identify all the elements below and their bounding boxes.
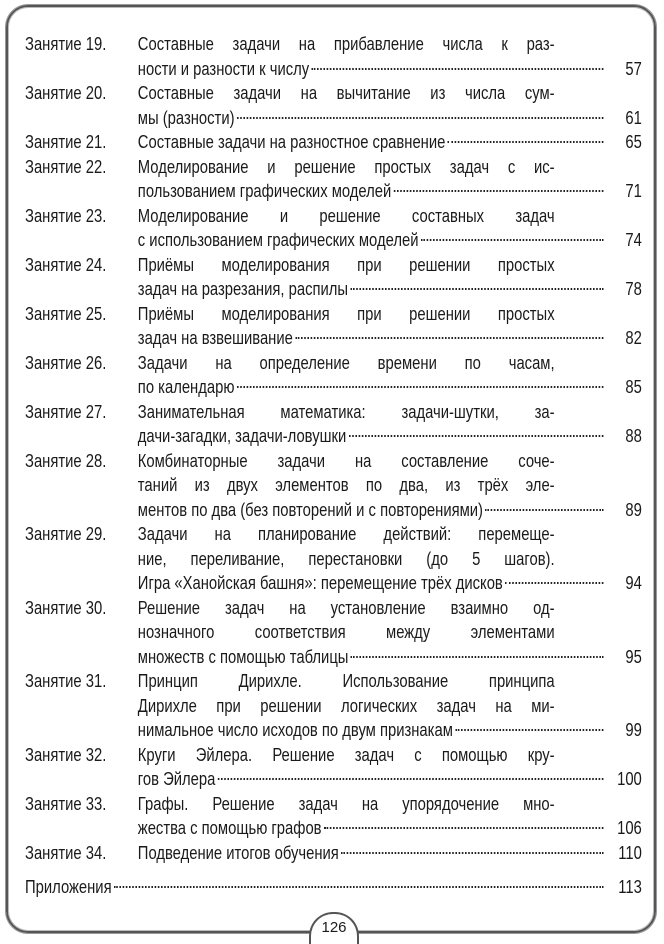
toc-entry[interactable] [25, 204, 642, 253]
toc-entry[interactable] [25, 130, 642, 155]
title-last-line [138, 571, 642, 596]
entry-label: Занятие 28. [25, 449, 107, 471]
toc-entry[interactable] [25, 522, 642, 596]
title-last-line [138, 498, 642, 523]
page-ref: 94 [625, 572, 642, 593]
title-last-line [138, 375, 642, 400]
title-line: Моделирование и решение простых задач с ис- [137, 155, 555, 177]
toc-entry-appendix[interactable] [25, 875, 642, 900]
title-last-line [138, 816, 642, 841]
page-ref: 99 [625, 719, 642, 740]
dot-leader [350, 288, 603, 290]
dot-leader [324, 827, 603, 829]
title-line: задач на взвешивание [137, 327, 293, 348]
title-last-line [138, 718, 642, 743]
page-ref: 100 [617, 768, 642, 789]
title-last-line [138, 767, 642, 792]
entry-title [138, 302, 642, 351]
entry-title [138, 81, 642, 130]
title-line: Дирихле при решении логических задач на ми- [137, 694, 555, 716]
entry-title [138, 204, 642, 253]
title-line: Решение задач на установление взаимно од- [137, 596, 555, 618]
toc-entry[interactable] [25, 743, 642, 792]
title-line: Задачи на планирование действий: перемеще- [137, 523, 555, 544]
entry-title [138, 155, 642, 204]
toc-entry[interactable] [25, 302, 642, 351]
page-ref: 106 [617, 817, 642, 838]
title-line: Подведение итогов обучения [137, 841, 339, 863]
entry-label: Занятие 27. [25, 400, 107, 422]
dot-leader [349, 435, 604, 437]
dot-leader [237, 117, 603, 119]
dot-leader [485, 509, 603, 511]
entry-label: Занятие 24. [25, 253, 107, 275]
title-line: Составные задачи на прибавление числа к раз- [137, 33, 555, 54]
entry-title [138, 449, 642, 523]
title-line: жества с помощью графов [137, 817, 322, 838]
dot-leader [455, 729, 603, 731]
title-line: Принцип Дирихле. Использование принципа [137, 670, 555, 691]
dot-leader [394, 190, 604, 192]
title-line: с использованием графических моделей [137, 229, 419, 250]
page-number: 126 [309, 912, 359, 944]
title-line: гов Эйлера [137, 768, 216, 789]
entry-label: Занятие 31. [25, 670, 107, 691]
entry-label: Занятие 29. [25, 523, 107, 544]
title-line: пользованием графических моделей [137, 180, 392, 201]
entry-label: Занятие 34. [25, 841, 107, 863]
title-last-line [138, 326, 642, 351]
dot-leader [341, 852, 603, 854]
title-line: задач на разрезания, распилы [137, 278, 349, 299]
title-line: Приёмы моделирования при решении простых [137, 302, 555, 324]
entry-title [138, 743, 642, 792]
dot-leader [421, 239, 604, 241]
page-ref: 89 [625, 498, 642, 520]
entry-title [138, 522, 642, 596]
title-line: Приёмы моделирования при решении простых [137, 253, 555, 275]
title-line: по календарю [137, 376, 235, 397]
page-ref: 110 [618, 841, 642, 863]
page-ref: 61 [625, 106, 642, 128]
title-line: Комбинаторные задачи на составление соче- [137, 449, 555, 471]
title-line: ние, переливание, перестановки (до 5 шагов). [137, 547, 555, 569]
title-last-line [138, 228, 642, 253]
title-line: Моделирование и решение составных задач [137, 204, 555, 226]
title-last-line [138, 277, 642, 302]
title-line: множеств с помощью таблицы [137, 645, 349, 667]
page-ref: 57 [625, 57, 642, 79]
table-of-contents [25, 32, 642, 900]
entry-label: Занятие 22. [25, 155, 107, 177]
page-ref: 71 [625, 180, 642, 201]
entry-title [138, 351, 642, 400]
title-line: нозначного соответствия между элементами [137, 621, 555, 642]
title-line: таний из двух элементов по два, из трёх эле- [137, 474, 555, 495]
title-line: Занимательная математика: задачи-шутки, за- [137, 400, 555, 422]
entry-title [138, 130, 642, 155]
page-ref: 78 [625, 278, 642, 299]
title-line: ности и разности к числу [137, 57, 310, 79]
entry-label: Занятие 33. [25, 792, 107, 814]
title-line: Графы. Решение задач на упорядочение мно- [137, 792, 555, 814]
title-line: Игра «Ханойская башня»: перемещение трёх дисков [137, 572, 503, 593]
dot-leader [237, 386, 604, 388]
dot-leader [505, 582, 603, 584]
page-ref: 113 [618, 876, 642, 897]
entry-title [138, 669, 642, 743]
entry-label: Занятие 32. [25, 743, 107, 765]
dot-leader [351, 656, 604, 658]
entry-label: Занятие 19. [25, 33, 107, 54]
toc-entry[interactable] [25, 669, 642, 743]
title-last-line [138, 106, 642, 131]
toc-entry[interactable] [25, 32, 642, 81]
page-ref: 95 [625, 645, 642, 667]
title-line: дачи-загадки, задачи-ловушки [137, 425, 347, 446]
page-ref: 85 [625, 376, 642, 397]
toc-entry[interactable] [25, 449, 642, 523]
title-last-line [138, 179, 642, 204]
entry-label: Занятие 20. [25, 82, 107, 103]
toc-entry[interactable] [25, 841, 642, 866]
title-last-line [138, 57, 642, 82]
entry-label: Занятие 26. [25, 351, 107, 373]
title-line: Составные задачи на вычитание из числа сум- [137, 82, 555, 103]
dot-leader [114, 886, 603, 888]
entry-title [138, 596, 642, 670]
title-line: Круги Эйлера. Решение задач с помощью кру- [137, 743, 555, 765]
toc-entry[interactable] [25, 81, 642, 130]
page-ref: 74 [625, 229, 642, 250]
entry-title [138, 32, 642, 81]
page-ref: 88 [625, 425, 642, 446]
entry-label: Занятие 21. [25, 131, 107, 152]
toc-entry[interactable] [25, 596, 642, 670]
toc-entry[interactable] [25, 155, 642, 204]
dot-leader [218, 778, 604, 780]
page-ref: 65 [625, 131, 642, 152]
title-last-line [138, 645, 642, 670]
entry-title [138, 253, 642, 302]
entry-label: Занятие 30. [25, 596, 107, 618]
title-line: нимальное число исходов по двум признакам [137, 719, 453, 740]
appendix-label: Приложения [25, 876, 112, 897]
entry-label: Занятие 23. [25, 204, 107, 226]
title-line: Задачи на определение времени по часам, [137, 351, 555, 373]
dot-leader [448, 141, 604, 143]
title-last-line [138, 130, 642, 155]
title-last-line [138, 424, 642, 449]
toc-entry[interactable] [25, 792, 642, 841]
entry-title [138, 792, 642, 841]
toc-entry[interactable] [25, 400, 642, 449]
title-line: мы (разности) [137, 106, 235, 128]
entry-label: Занятие 25. [25, 302, 107, 324]
title-line: Составные задачи на разностное сравнение [137, 131, 446, 152]
title-line: ментов по два (без повторений и с повторениями) [137, 498, 483, 520]
dot-leader [295, 337, 603, 339]
toc-entry[interactable] [25, 351, 642, 400]
page-ref: 82 [625, 327, 642, 348]
entry-title [138, 841, 642, 866]
dot-leader [312, 68, 604, 70]
entry-title [138, 400, 642, 449]
toc-entry[interactable] [25, 253, 642, 302]
title-last-line [138, 841, 642, 866]
